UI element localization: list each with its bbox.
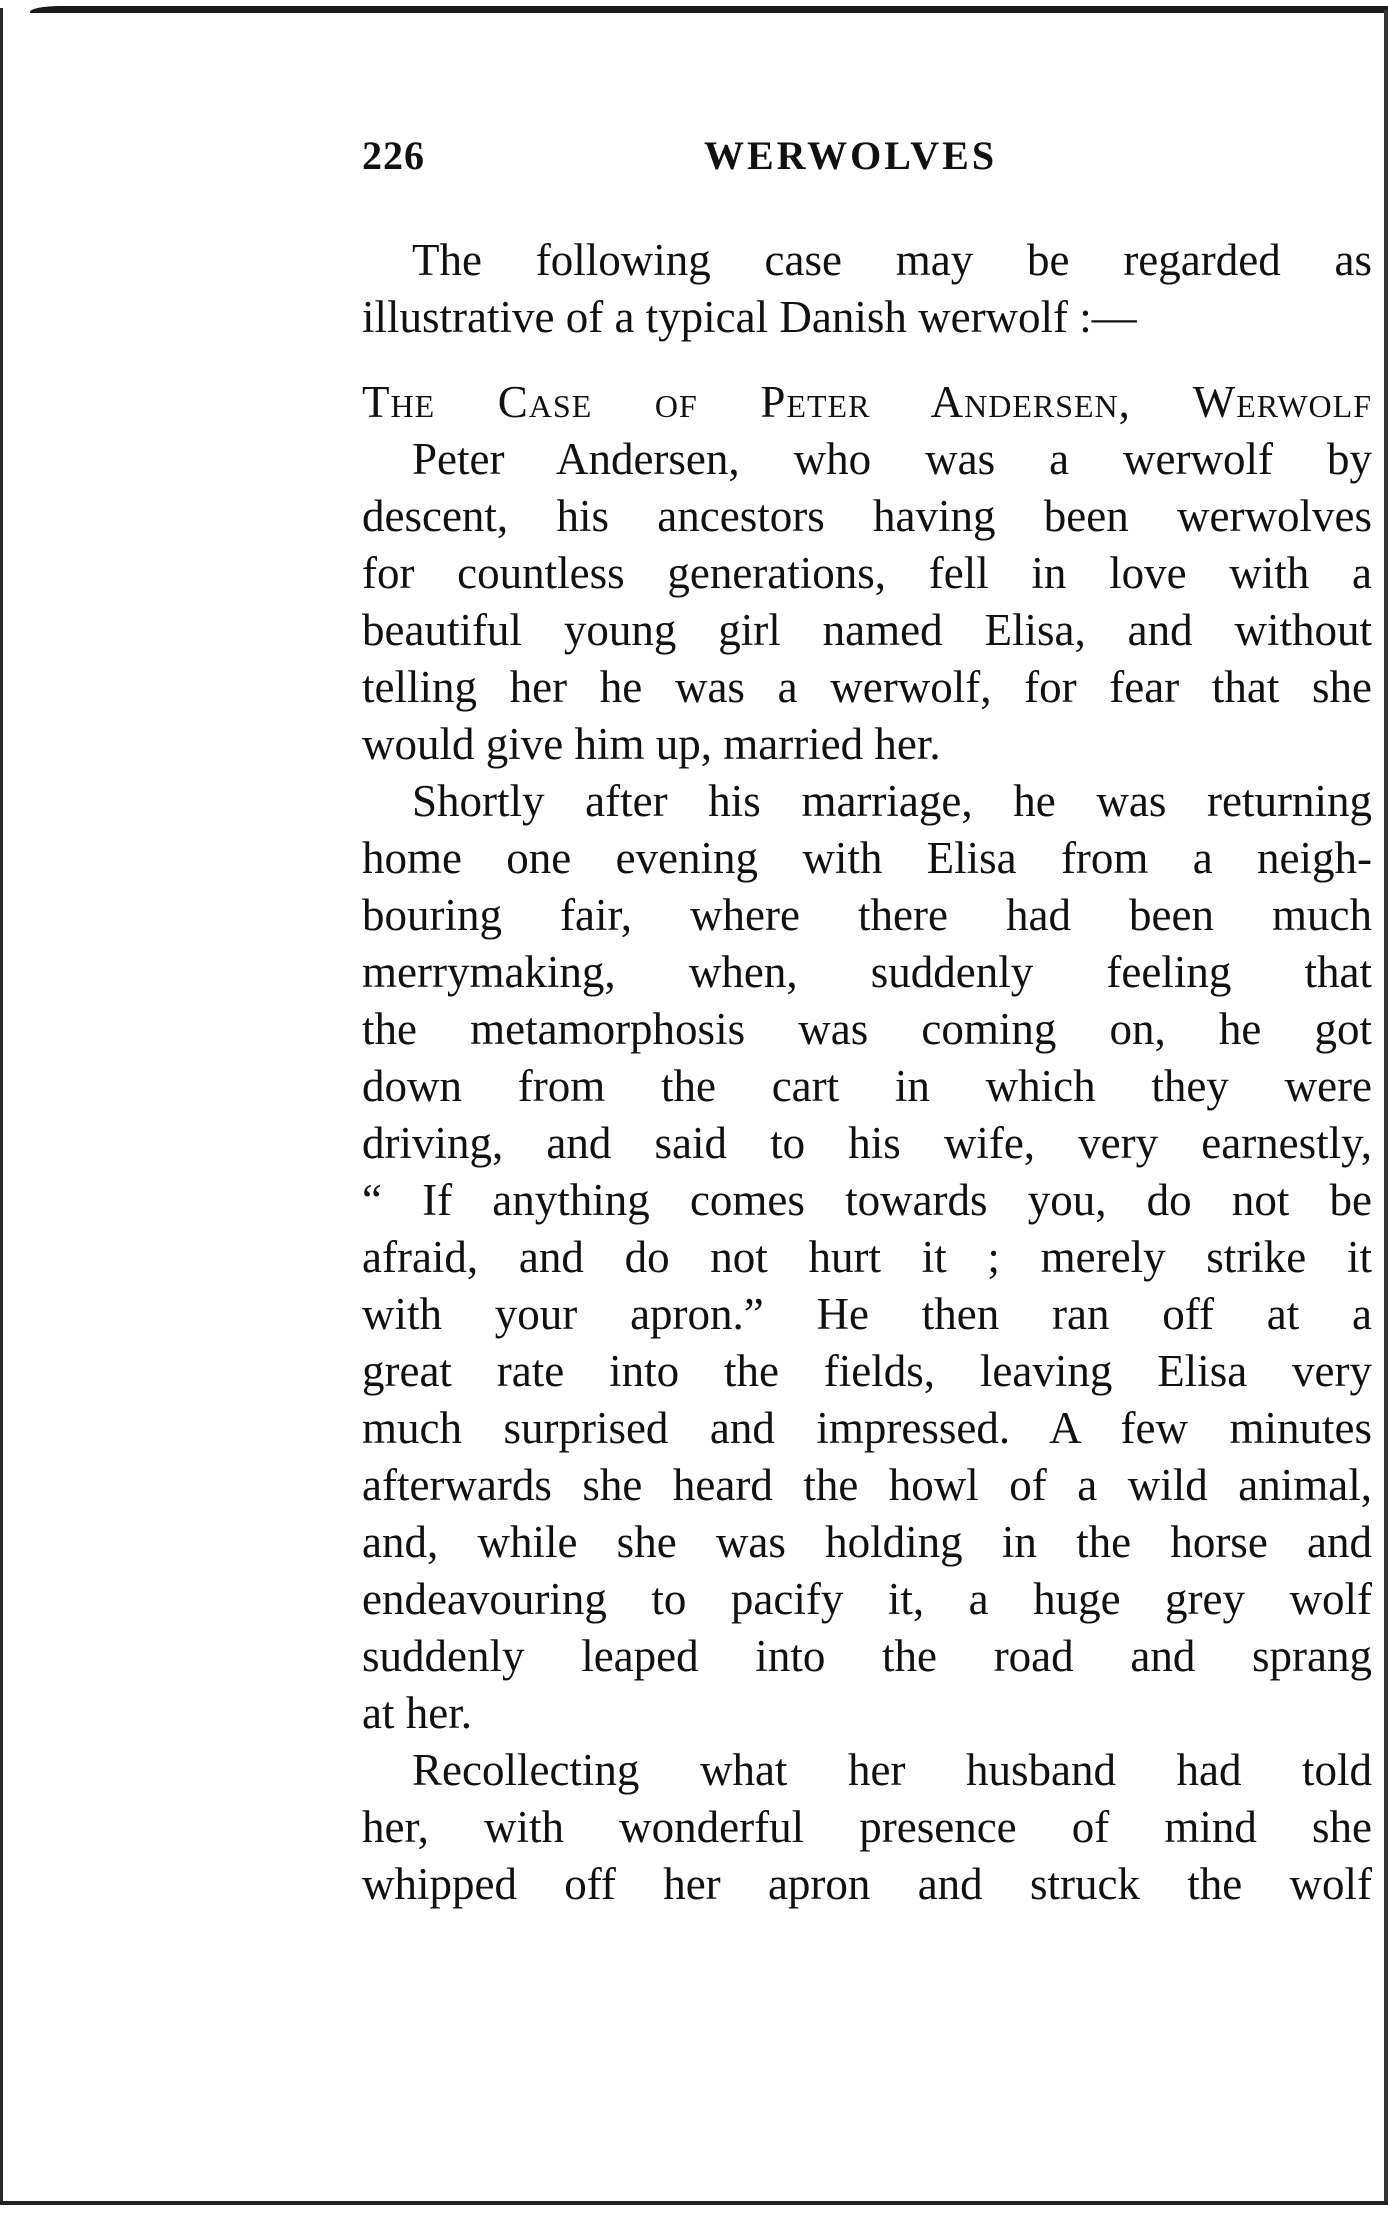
paragraph-2-line: down from the cart in which they were: [362, 1061, 1372, 1111]
paragraph-2-line: much surprised and impressed. A few minutes: [362, 1403, 1372, 1453]
paragraph-3-line: Recollecting what her husband had told: [412, 1745, 1372, 1795]
paragraph-3-line: whipped off her apron and struck the wolf: [362, 1859, 1372, 1909]
paragraph-2-line: afterwards she heard the howl of a wild animal,: [362, 1460, 1372, 1510]
paragraph-2-line: merrymaking, when, suddenly feeling that: [362, 947, 1372, 997]
page-edge-bottom: [0, 2201, 1388, 2205]
intro-line: The following case may be regarded as: [412, 235, 1372, 285]
paragraph-1-line: Peter Andersen, who was a werwolf by: [412, 434, 1372, 484]
paragraph-2-line: bouring fair, where there had been much: [362, 890, 1372, 940]
paragraph-1-line: for countless generations, fell in love with a: [362, 548, 1372, 598]
paragraph-2-line: Shortly after his marriage, he was returning: [412, 776, 1372, 826]
paragraph-2-line: at her.: [362, 1688, 472, 1738]
intro-line: illustrative of a typical Danish werwolf :—: [362, 292, 1137, 342]
page-number: 226: [362, 133, 425, 178]
running-head: [362, 132, 1372, 192]
spacer: [362, 346, 1372, 374]
paragraph-2-line: “ If anything comes towards you, do not be: [362, 1175, 1372, 1225]
section-heading: The Case of Peter Andersen, Werwolf: [362, 377, 1372, 427]
page-edge-right: [1384, 10, 1388, 2205]
paragraph-2-line: suddenly leaped into the road and sprang: [362, 1631, 1372, 1681]
paragraph-2-line: the metamorphosis was coming on, he got: [362, 1004, 1372, 1054]
paragraph-2-line: home one evening with Elisa from a neigh-: [362, 833, 1372, 883]
body-text: [362, 232, 1372, 1913]
running-title: WERWOLVES: [704, 133, 998, 178]
paragraph-2-line: with your apron.” He then ran off at a: [362, 1289, 1372, 1339]
paragraph-3-line: her, with wonderful presence of mind she: [362, 1802, 1372, 1852]
paragraph-1-line: beautiful young girl named Elisa, and without: [362, 605, 1372, 655]
paragraph-2-line: driving, and said to his wife, very earnestly,: [362, 1118, 1372, 1168]
paragraph-1-line: telling her he was a werwolf, for fear that she: [362, 662, 1372, 712]
paragraph-2-line: afraid, and do not hurt it ; merely strike it: [362, 1232, 1372, 1282]
paragraph-2-line: endeavouring to pacify it, a huge grey wolf: [362, 1574, 1372, 1624]
paragraph-2-line: and, while she was holding in the horse and: [362, 1517, 1372, 1567]
paragraph-2-line: great rate into the fields, leaving Elisa very: [362, 1346, 1372, 1396]
page-edge-top: [30, 6, 1388, 13]
paragraph-1-line: would give him up, married her.: [362, 719, 941, 769]
page-edge-left: [0, 8, 3, 2203]
paragraph-1-line: descent, his ancestors having been werwolves: [362, 491, 1372, 541]
